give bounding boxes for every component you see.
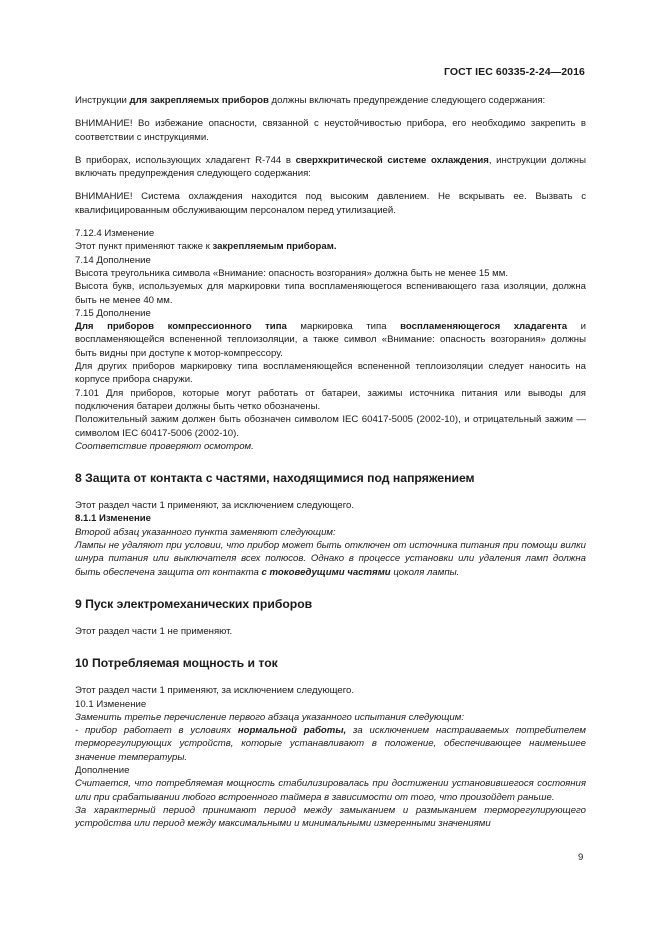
section-8-intro: Этот раздел части 1 применяют, за исключением следующего. <box>75 500 355 512</box>
clause-7-15-p1 <box>75 320 586 360</box>
clause-7-14-p2: Высота букв, используемых для маркировки типа воспламеняющегося вспенивающего газа изоляции, должна быть не менее 40 мм. <box>75 281 586 306</box>
clause-7-101-p3: Соответствие проверяют осмотром. <box>75 440 254 452</box>
clause-7-12-4-text <box>75 240 586 253</box>
section-10-intro: Этот раздел части 1 применяют, за исключением следующего. <box>75 685 355 697</box>
clause-7-15-p2: Для других приборов маркировку типа воспламеняющейся вспененной теплоизоляции следует наносить на корпусе прибора снаружи. <box>75 361 586 386</box>
clause-8-1-1-p1: Второй абзац указанного пункта заменяют следующим: <box>75 526 336 538</box>
addition-p2: За характерный период принимают период между замыканием и размыканием терморегулирующего устройства или период между максимальными и минимальными измеренными значениями <box>75 804 586 830</box>
text: В приборах, использующих хладагент R-744 в <box>75 154 296 166</box>
term-bold: с токоведущими частями <box>261 566 391 578</box>
term-bold: закрепляемым приборам. <box>212 241 337 253</box>
addition-head: Дополнение <box>75 764 130 776</box>
clause-7-12-4-head: 7.12.4 Изменение <box>75 228 155 240</box>
section-10-title: 10 Потребляемая мощность и ток <box>75 656 278 671</box>
text: за исключением настраиваемых потребителем терморегулирующих устройств, которые устанавливают в положение, обеспечивающее наименьшее значение температуры. <box>75 725 587 763</box>
clause-10-1-p1: Заменить третье перечисление первого абзаца указанного испытания следующим: <box>75 711 465 723</box>
page-number: 9 <box>578 852 584 863</box>
term-bold: воспламеняющегося хладагента <box>400 321 568 333</box>
term-bold: для закрепляемых приборов <box>129 95 269 106</box>
clause-7-14-head: 7.14 Дополнение <box>75 254 151 266</box>
para-r744 <box>75 154 586 181</box>
para-instructions <box>75 94 586 107</box>
page-content <box>75 94 586 830</box>
text: Инструкции <box>75 95 130 106</box>
text: - прибор работает в условиях <box>75 725 238 737</box>
clause-7-15-head: 7.15 Дополнение <box>75 307 151 319</box>
standard-header: ГОСТ IEC 60335-2-24—2016 <box>443 66 585 78</box>
clause-10-1-p2 <box>75 724 586 764</box>
text: Лампы не удаляют при условии, что прибор может быть отключен от источника питания при помощи вилки шнура питания или выключателя всех полюсов. Однако в процессе установки или удаления ламп должна быть обеспечена защита от контакта <box>75 540 586 578</box>
clause-7-101-p2: Положительный зажим должен быть обозначен символом IEC 60417-5005 (2002-10), и отрицательный зажим — символом IEC 60417-5006 (2002-10). <box>75 414 586 439</box>
term-bold: Для приборов компрессионного типа <box>75 321 287 333</box>
text: , инструкции должны включать предупреждения следующего содержания: <box>75 154 586 180</box>
clause-10-1-head: 10.1 Изменение <box>75 698 147 710</box>
clause-7-14-p1: Высота треугольника символа «Внимание: опасность возгорания» должна быть не менее 15 мм. <box>75 267 509 279</box>
section-8-title: 8 Защита от контакта с частями, находящимися под напряжением <box>75 471 475 486</box>
para-warning-1: ВНИМАНИЕ! Во избежание опасности, связанной с неустойчивостью прибора, его необходимо закрепить в соответствии с инструкциями. <box>75 118 586 143</box>
clause-8-1-1-p2 <box>75 539 586 579</box>
term-bold: нормальной работы, <box>237 725 347 737</box>
clause-8-1-1-head: 8.1.1 Изменение <box>75 513 152 525</box>
section-9-text: Этот раздел части 1 не применяют. <box>75 625 233 637</box>
text: цоколя лампы. <box>390 566 460 578</box>
term-bold: сверхкритической системе охлаждения <box>295 154 489 166</box>
addition-p1: Считается, что потребляемая мощность стабилизировалась при достижении установившегося состояния или при срабатывании любого встроенного таймера в зависимости от того, что произойдет раньше. <box>75 778 586 803</box>
text: маркировка типа <box>286 321 401 333</box>
section-9-title: 9 Пуск электромеханических приборов <box>75 596 313 611</box>
text: и воспламеняющейся вспененной теплоизоляции, а также символ «Внимание: опасность возгорания» должны быть видны при доступе к мотор-компрессору. <box>75 321 586 359</box>
para-warning-2: ВНИМАНИЕ! Система охлаждения находится под высоким давлением. Не вскрывать ее. Вызвать с квалифицированным обслуживающим персоналом перед утилизацией. <box>75 191 586 216</box>
text: Этот пункт применяют также к <box>75 241 213 253</box>
clause-7-101-p1: 7.101 Для приборов, которые могут работать от батареи, зажимы источника питания или выводы для подключения батареи должны быть четко обозначены. <box>75 387 586 412</box>
text: должны включать предупреждение следующего содержания: <box>268 95 546 106</box>
